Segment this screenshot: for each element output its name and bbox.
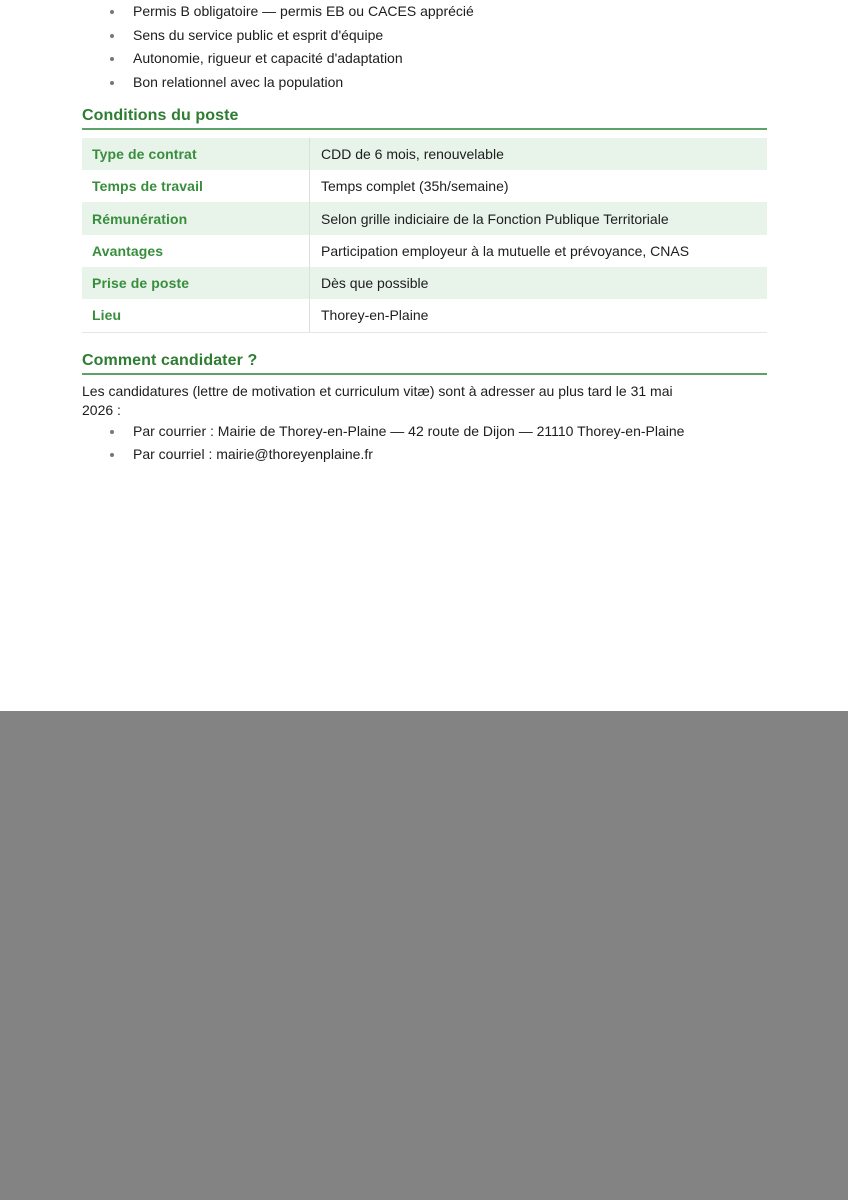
section-heading-conditions: Conditions du poste [82, 106, 239, 124]
list-item-text: Permis B obligatoire — permis EB ou CACES apprécié [133, 3, 474, 19]
list-item [82, 443, 767, 466]
apply-options-list [82, 420, 767, 466]
section-heading-apply: Comment candidater ? [82, 351, 258, 369]
list-item [82, 420, 767, 443]
row-label: Prise de poste [92, 275, 190, 292]
list-item [82, 71, 767, 95]
list-item [82, 24, 767, 48]
page-content [0, 0, 848, 466]
row-value: Dès que possible [309, 267, 767, 299]
paragraph-line: 2026 : [82, 401, 121, 418]
list-item [82, 47, 767, 71]
bullet-dot-icon [110, 57, 114, 61]
bullet-dot-icon [110, 34, 114, 38]
row-value: Participation employeur à la mutuelle et prévoyance, CNAS [309, 235, 767, 267]
row-value: Thorey-en-Plaine [309, 299, 767, 331]
section-apply [82, 351, 767, 466]
table-row [82, 299, 767, 331]
bullet-dot-icon [110, 453, 114, 457]
list-item-text: Autonomie, rigueur et capacité d'adaptation [133, 50, 403, 67]
paragraph-line: Les candidatures (lettre de motivation et curriculum vitæ) sont à adresser au plus tard le 31 mai [82, 382, 673, 399]
list-item [82, 0, 767, 24]
apply-intro-paragraph [82, 382, 767, 420]
bullet-dot-icon [110, 10, 114, 14]
row-label: Temps de travail [92, 178, 204, 195]
row-value: Temps complet (35h/semaine) [309, 170, 767, 202]
list-item-text: Bon relationnel avec la population [133, 74, 344, 91]
section-conditions [82, 106, 767, 333]
row-label: Avantages [92, 242, 164, 259]
bullet-dot-icon [110, 81, 114, 85]
table-row [82, 267, 767, 299]
table-row [82, 202, 767, 234]
list-item-text: Sens du service public et esprit d'équipe [133, 26, 384, 43]
row-value: CDD de 6 mois, renouvelable [309, 138, 767, 170]
row-label: Rémunération [92, 210, 188, 227]
table-row [82, 170, 767, 202]
bullet-dot-icon [110, 430, 114, 434]
table-row [82, 235, 767, 267]
row-label: Type de contrat [92, 145, 197, 162]
heading-rule [82, 128, 767, 130]
requirements-list [82, 0, 767, 95]
conditions-table [82, 138, 767, 333]
list-item-text: Par courriel : mairie@thoreyenplaine.fr [133, 445, 373, 462]
list-item-text: Par courrier : Mairie de Thorey-en-Plaine — 42 route de Dijon — 21110 Thorey-en-Plaine [133, 422, 685, 439]
row-label: Lieu [92, 307, 122, 324]
table-row [82, 138, 767, 170]
heading-rule [82, 373, 767, 375]
row-value: Selon grille indiciaire de la Fonction Publique Territoriale [309, 202, 767, 234]
